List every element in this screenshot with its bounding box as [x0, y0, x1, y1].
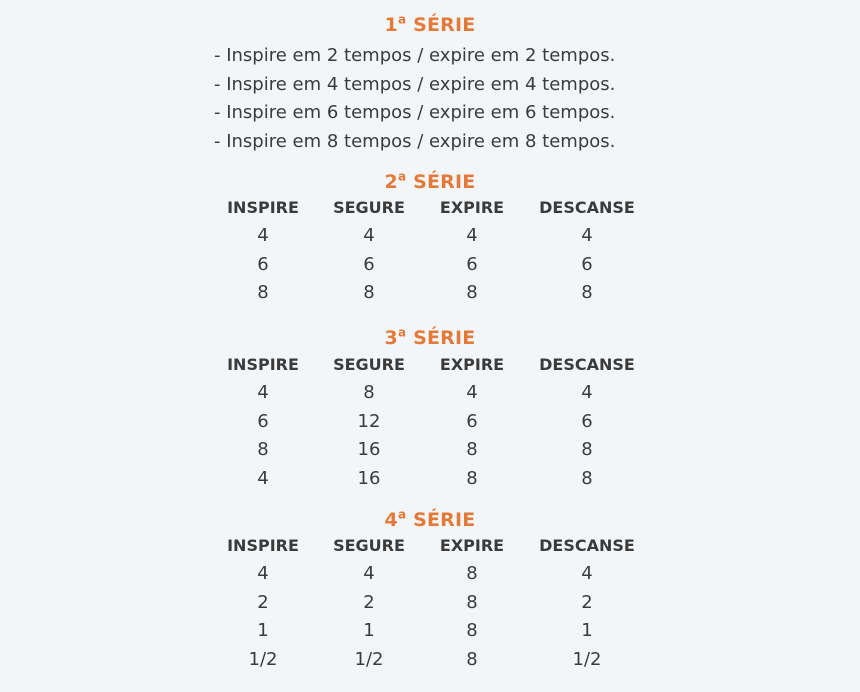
table-cell: 2 [581, 591, 593, 613]
column-header-expire: EXPIRE [439, 536, 505, 555]
table-cell: 1 [581, 620, 593, 642]
table-cell: 16 [357, 468, 381, 490]
table-cell: 4 [257, 225, 269, 246]
table-cell: 8 [466, 282, 478, 304]
table-cell: 4 [466, 225, 478, 246]
table-cell: 8 [466, 439, 478, 461]
table-cell: 4 [466, 382, 478, 403]
serie-4-heading [0, 509, 860, 531]
column-header-descanse: DESCANSE [539, 355, 635, 374]
table-cell: 8 [257, 282, 269, 304]
table-cell: 6 [466, 410, 478, 432]
table-cell: 6 [363, 253, 375, 275]
column-header-expire: EXPIRE [439, 355, 505, 374]
table-cell: 6 [257, 253, 269, 275]
column-header-inspire: INSPIRE [227, 355, 299, 374]
serie-label: SÉRIE [413, 509, 476, 531]
table-cell: 4 [581, 563, 593, 584]
table-cell: 6 [581, 410, 593, 432]
column-header-segure: SEGURE [333, 198, 405, 217]
table-cell: 8 [466, 620, 478, 642]
table-cell: 8 [257, 439, 269, 461]
serie-1-number: 1 [384, 14, 398, 36]
table-cell: 4 [581, 382, 593, 403]
table-cell: 8 [466, 591, 478, 613]
serie-ordinal: a [397, 507, 407, 522]
table-cell: 8 [581, 282, 593, 304]
column-header-descanse: DESCANSE [539, 536, 635, 555]
instruction-line: - Inspire em 4 tempos / expire em 4 tempos. [214, 73, 616, 95]
table-cell: 8 [466, 468, 478, 490]
table-cell: 8 [363, 382, 375, 403]
table-cell: 8 [581, 468, 593, 490]
table-cell: 1 [363, 620, 375, 642]
table-cell: 8 [363, 282, 375, 304]
table-cell: 8 [466, 649, 478, 671]
serie-1-ordinal: a [397, 12, 407, 27]
table-cell: 8 [466, 563, 478, 584]
column-header-segure: SEGURE [333, 355, 405, 374]
table-cell: 2 [363, 591, 375, 613]
column-header-inspire: INSPIRE [227, 198, 299, 217]
serie-ordinal: a [397, 325, 407, 340]
table-cell: 4 [257, 382, 269, 403]
serie-number: 3 [384, 327, 398, 349]
serie-1-heading [0, 14, 860, 36]
table-cell: 8 [581, 439, 593, 461]
table-cell: 6 [466, 253, 478, 275]
column-header-segure: SEGURE [333, 536, 405, 555]
serie-2-heading [0, 171, 860, 193]
serie-number: 2 [384, 171, 398, 193]
serie-1-instructions [214, 42, 615, 157]
table-cell: 6 [581, 253, 593, 275]
instruction-line: - Inspire em 2 tempos / expire em 2 tempos. [214, 45, 616, 66]
table-cell: 1 [257, 620, 269, 642]
table-cell: 4 [257, 563, 269, 584]
table-cell: 4 [581, 225, 593, 246]
table-cell: 6 [257, 410, 269, 432]
instruction-line: - Inspire em 6 tempos / expire em 6 tempos. [214, 102, 616, 124]
table-cell: 16 [357, 439, 381, 461]
serie-3-heading [0, 327, 860, 349]
table-cell: 1/2 [248, 649, 278, 671]
table-cell: 4 [363, 225, 375, 246]
table-cell: 1/2 [354, 649, 384, 671]
column-header-expire: EXPIRE [439, 198, 505, 217]
column-header-inspire: INSPIRE [227, 536, 299, 555]
table-cell: 2 [257, 591, 269, 613]
column-header-descanse: DESCANSE [539, 198, 635, 217]
serie-number: 4 [384, 509, 398, 531]
serie-label: SÉRIE [413, 327, 476, 349]
instruction-line: - Inspire em 8 tempos / expire em 8 tempos. [214, 131, 616, 153]
table-cell: 4 [363, 563, 375, 584]
table-cell: 4 [257, 468, 269, 490]
table-cell: 12 [357, 410, 381, 432]
serie-1-label: SÉRIE [413, 14, 476, 36]
serie-ordinal: a [397, 169, 407, 184]
serie-label: SÉRIE [413, 171, 476, 193]
table-cell: 1/2 [572, 649, 602, 671]
